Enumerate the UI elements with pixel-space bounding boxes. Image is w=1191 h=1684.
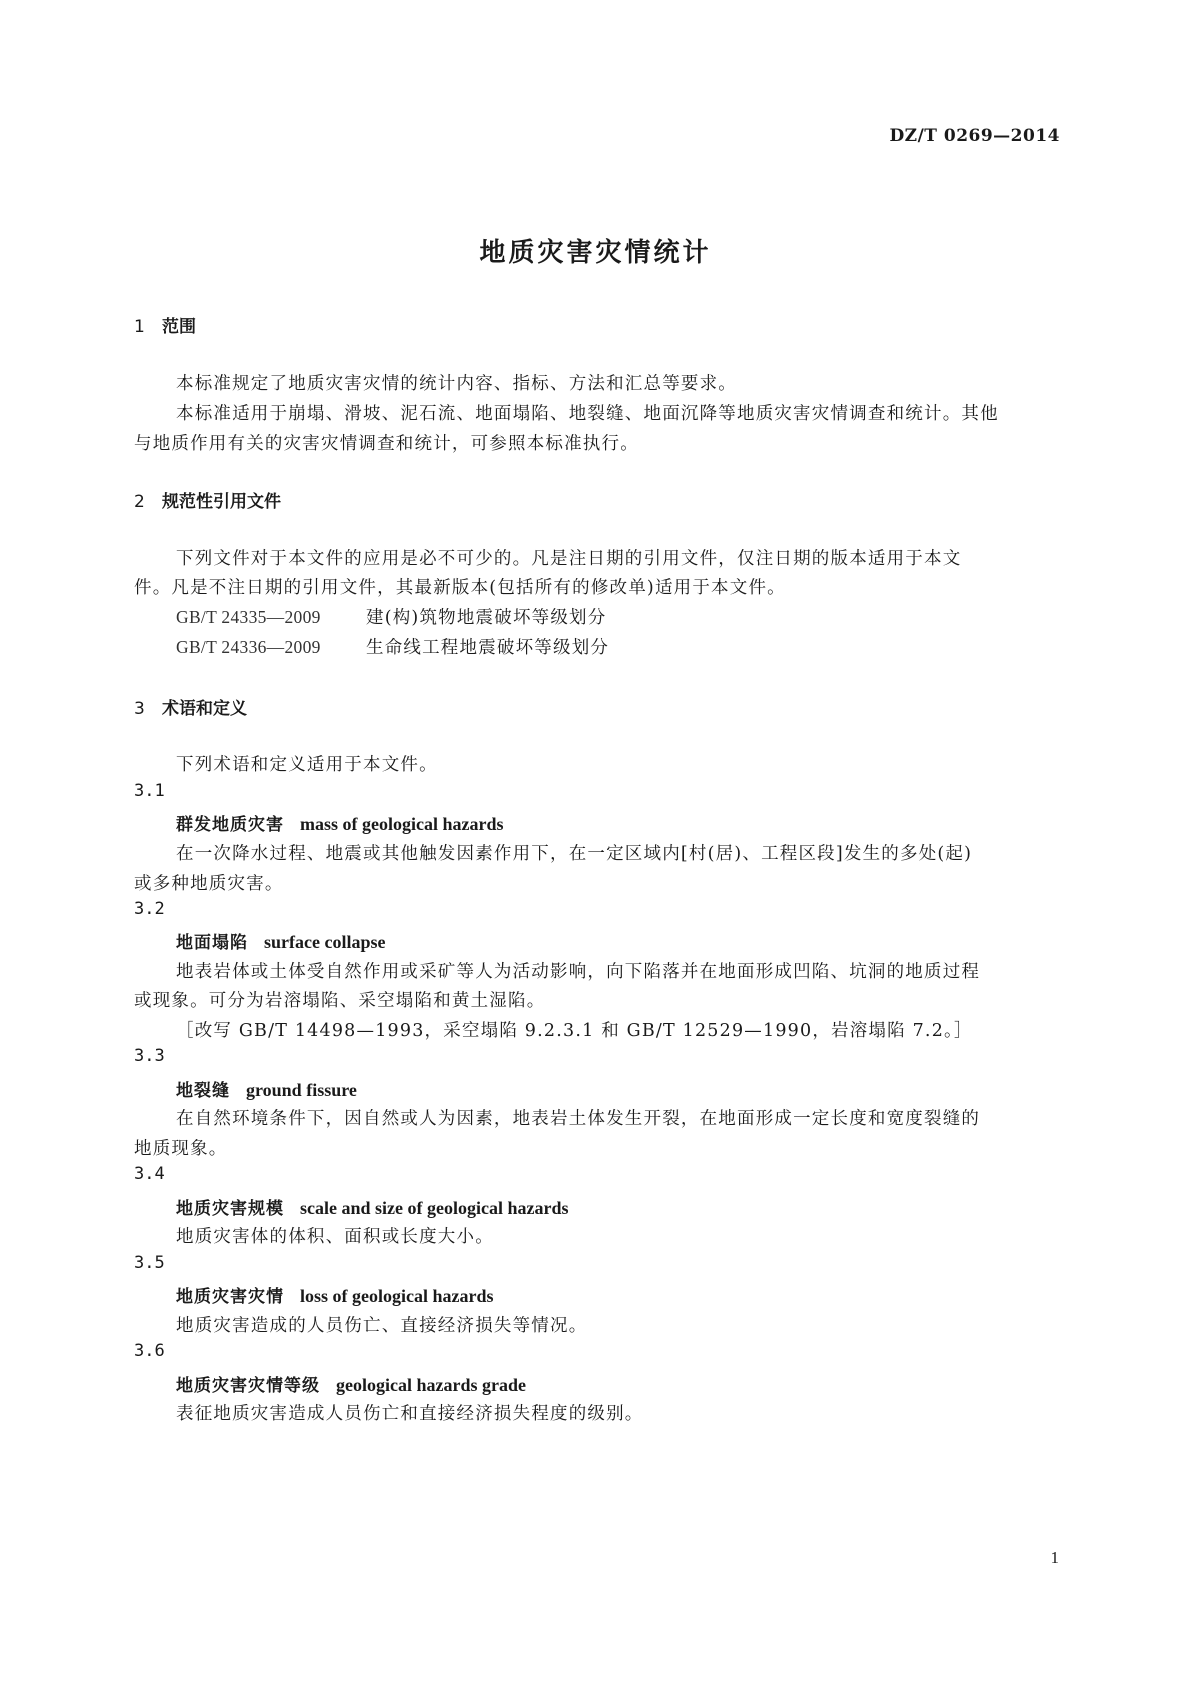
term-english: loss of geological hazards	[300, 1286, 494, 1306]
term-definition: 在一次降水过程、地震或其他触发因素作用下，在一定区域内[村(居)、工程区段]发生的多处(起)	[176, 844, 973, 864]
term-definition: 地表岩体或土体受自然作用或采矿等人为活动影响，向下陷落并在地面形成凹陷、坑洞的地质过程	[176, 962, 981, 982]
term-definition: 地质灾害造成的人员伤亡、直接经济损失等情况。	[176, 1316, 588, 1336]
term-english: ground fissure	[246, 1080, 357, 1100]
term-english: mass of geological hazards	[300, 814, 504, 834]
term-english: geological hazards grade	[336, 1375, 526, 1395]
term-english: surface collapse	[264, 932, 386, 952]
term-definition-continuation: 或现象。可分为岩溶塌陷、采空塌陷和黄土湿陷。	[134, 991, 546, 1011]
term-number: 3.3	[134, 1046, 165, 1066]
paragraph-continuation: 件。凡是不注日期的引用文件，其最新版本(包括所有的修改单)适用于本文件。	[134, 578, 786, 598]
term-chinese: 地质灾害灾情	[176, 1287, 284, 1307]
reference-code: GB/T 24336—2009	[176, 637, 321, 657]
term-chinese: 群发地质灾害	[176, 815, 284, 835]
term-number: 3.2	[134, 899, 165, 919]
reference-name: 建(构)筑物地震破坏等级划分	[366, 608, 607, 628]
term-title	[176, 1282, 494, 1307]
section-3-heading	[134, 694, 247, 719]
reference-code: GB/T 24335—2009	[176, 607, 321, 627]
section-title: 规范性引用文件	[162, 492, 281, 512]
section-title: 范围	[162, 317, 196, 337]
term-english: scale and size of geological hazards	[300, 1198, 569, 1218]
term-definition-continuation: 或多种地质灾害。	[134, 874, 284, 894]
term-chinese: 地面塌陷	[176, 933, 248, 953]
term-number: 3.6	[134, 1341, 165, 1361]
term-chinese: 地裂缝	[176, 1081, 230, 1101]
term-definition: 表征地质灾害造成人员伤亡和直接经济损失程度的级别。	[176, 1404, 644, 1424]
paragraph: 本标准规定了地质灾害灾情的统计内容、指标、方法和汇总等要求。	[176, 374, 737, 394]
reference-name: 生命线工程地震破坏等级划分	[366, 638, 610, 658]
paragraph: 本标准适用于崩塌、滑坡、泥石流、地面塌陷、地裂缝、地面沉降等地质灾害灾情调查和统计。其他	[176, 404, 999, 424]
term-title	[176, 810, 503, 835]
reference-item	[176, 604, 606, 629]
paragraph: 下列术语和定义适用于本文件。	[176, 755, 438, 775]
term-number: 3.1	[134, 781, 165, 801]
term-number: 3.4	[134, 1164, 165, 1184]
document-title: 地质灾害灾情统计	[479, 238, 712, 268]
term-title	[176, 1371, 526, 1396]
term-title	[176, 928, 385, 953]
term-number: 3.5	[134, 1253, 165, 1273]
section-title: 术语和定义	[162, 699, 247, 719]
term-title	[176, 1194, 568, 1219]
section-number: 2	[134, 492, 145, 512]
section-2-heading	[134, 487, 281, 512]
term-definition: 在自然环境条件下，因自然或人为因素，地表岩土体发生开裂，在地面形成一定长度和宽度裂缝的	[176, 1109, 981, 1129]
reference-item	[176, 634, 609, 659]
section-1-heading	[134, 312, 196, 337]
section-number: 3	[134, 699, 145, 719]
term-definition-continuation: 地质现象。	[134, 1139, 228, 1159]
term-chinese: 地质灾害规模	[176, 1199, 284, 1219]
term-title	[176, 1076, 357, 1101]
standard-code: DZ/T 0269—2014	[889, 126, 1060, 146]
term-chinese: 地质灾害灾情等级	[176, 1376, 320, 1396]
paragraph: 下列文件对于本文件的应用是必不可少的。凡是注日期的引用文件，仅注日期的版本适用于本文	[176, 549, 962, 569]
paragraph-continuation: 与地质作用有关的灾害灾情调查和统计，可参照本标准执行。	[134, 434, 639, 454]
page-number: 1	[1050, 1548, 1059, 1567]
term-definition: 地质灾害体的体积、面积或长度大小。	[176, 1227, 494, 1247]
term-note: ［改写 GB/T 14498—1993，采空塌陷 9.2.3.1 和 GB/T 12529—1990，岩溶塌陷 7.2。］	[176, 1021, 973, 1041]
section-number: 1	[134, 317, 145, 337]
